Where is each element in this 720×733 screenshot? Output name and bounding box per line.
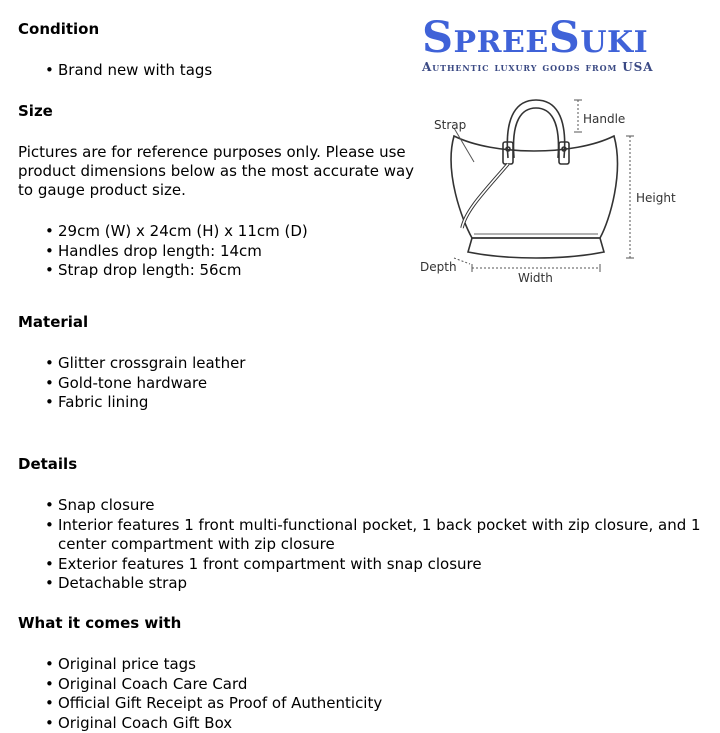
condition-heading: Condition [18,20,99,39]
list-item: • Original Coach Gift Box [18,714,382,733]
size-heading: Size [18,102,53,121]
list-item: • Exterior features 1 front compartment with snap closure [18,555,718,575]
list-item: • Handles drop length: 14cm [18,242,308,262]
condition-list [18,61,212,81]
size-list [18,222,308,281]
details-list [18,496,718,594]
details-heading: Details [18,455,77,474]
list-item: • Brand new with tags [18,61,212,81]
handle-label: Handle [583,112,625,126]
width-label: Width [518,271,553,285]
list-item: • Official Gift Receipt as Proof of Authenticity [18,694,382,714]
bag-dimension-diagram [414,92,684,288]
list-item: • Strap drop length: 56cm [18,261,308,281]
list-item: • Gold-tone hardware [18,374,245,394]
list-item: • Interior features 1 front multi-functional pocket, 1 back pocket with zip closure, and 1 center compartment with zip closure [18,516,718,555]
list-item: • Original Coach Care Card [18,675,382,695]
list-item: • Glitter crossgrain leather [18,354,245,374]
spreesuki-logo [422,14,720,74]
list-item: • Snap closure [18,496,718,516]
list-item: • Detachable strap [18,574,718,594]
material-list [18,354,245,413]
comes-with-heading: What it comes with [18,614,181,633]
size-note: Pictures are for reference purposes only. Please use product dimensions below as the most accurate way to gauge product size. [18,143,418,200]
list-item: • Original price tags [18,655,382,675]
comes-with-list [18,655,382,733]
height-label: Height [636,191,676,205]
logo-wordmark: SpreeSuki [422,14,720,62]
depth-label: Depth [420,260,457,274]
list-item: • Fabric lining [18,393,245,413]
strap-label: Strap [434,118,466,132]
logo-tagline: Authentic luxury goods from USA [422,60,720,74]
material-heading: Material [18,313,88,332]
list-item: • 29cm (W) x 24cm (H) x 11cm (D) [18,222,308,242]
